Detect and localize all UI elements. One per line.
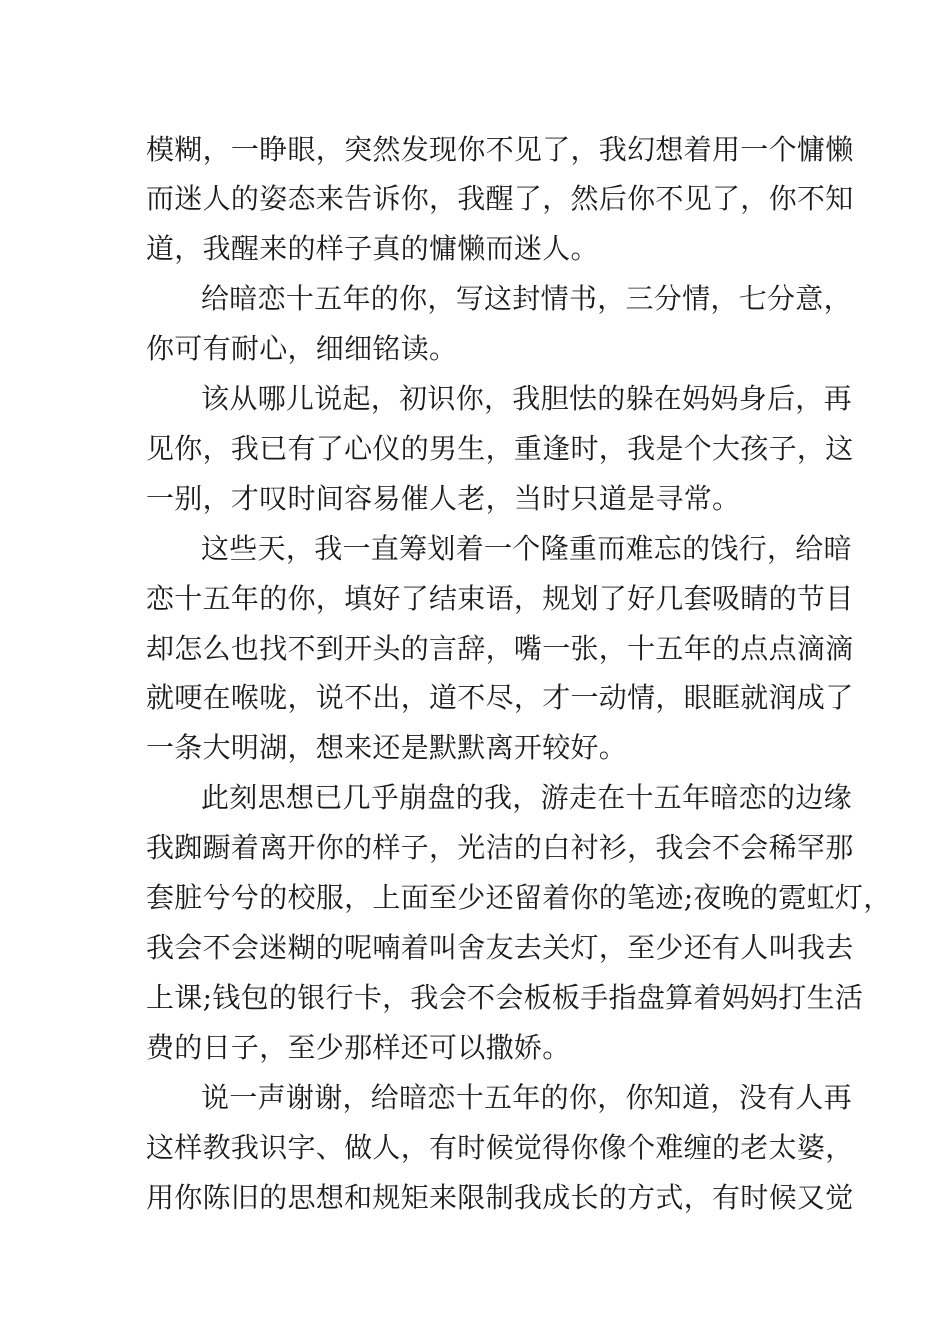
text-line: 这样教我识字、做人，有时候觉得你像个难缠的老太婆，	[146, 1131, 854, 1164]
text-line: 用你陈旧的思想和规矩来限制我成长的方式，有时候又觉	[146, 1181, 854, 1214]
text-line: 恋十五年的你，填好了结束语，规划了好几套吸睛的节目	[146, 582, 854, 615]
text-line: 道，我醒来的样子真的慵懒而迷人。	[146, 232, 599, 265]
text-line: 一别，才叹时间容易催人老，当时只道是寻常。	[146, 482, 741, 515]
text-line: 就哽在喉咙，说不出，道不尽，才一动情，眼眶就润成了	[146, 681, 854, 714]
text-line: 套脏兮兮的校服，上面至少还留着你的笔迹;夜晚的霓虹灯，	[146, 881, 892, 914]
text-line: 该从哪儿说起，初识你，我胆怯的躲在妈妈身后，再	[201, 382, 852, 415]
text-line: 见你，我已有了心仪的男生，重逢时，我是个大孩子，这	[146, 432, 854, 465]
text-line: 你可有耐心，细细铭读。	[146, 332, 458, 365]
text-line: 我踟蹰着离开你的样子，光洁的白衬衫，我会不会稀罕那	[146, 831, 854, 864]
text-line: 给暗恋十五年的你，写这封情书，三分情，七分意，	[201, 282, 852, 315]
text-line: 却怎么也找不到开头的言辞，嘴一张，十五年的点点滴滴	[146, 632, 854, 665]
text-line: 费的日子，至少那样还可以撒娇。	[146, 1031, 571, 1064]
text-line: 而迷人的姿态来告诉你，我醒了，然后你不见了，你不知	[146, 182, 854, 215]
text-line: 说一声谢谢，给暗恋十五年的你，你知道，没有人再	[201, 1081, 852, 1114]
text-line: 我会不会迷糊的呢喃着叫舍友去关灯，至少还有人叫我去	[146, 931, 854, 964]
text-line: 此刻思想已几乎崩盘的我，游走在十五年暗恋的边缘	[201, 781, 852, 814]
text-line: 一条大明湖，想来还是默默离开较好。	[146, 731, 628, 764]
text-line: 模糊，一睁眼，突然发现你不见了，我幻想着用一个慵懒	[146, 133, 854, 166]
text-line: 这些天，我一直筹划着一个隆重而难忘的饯行，给暗	[201, 532, 852, 565]
text-line: 上课;钱包的银行卡，我会不会板板手指盘算着妈妈打生活	[146, 981, 864, 1014]
